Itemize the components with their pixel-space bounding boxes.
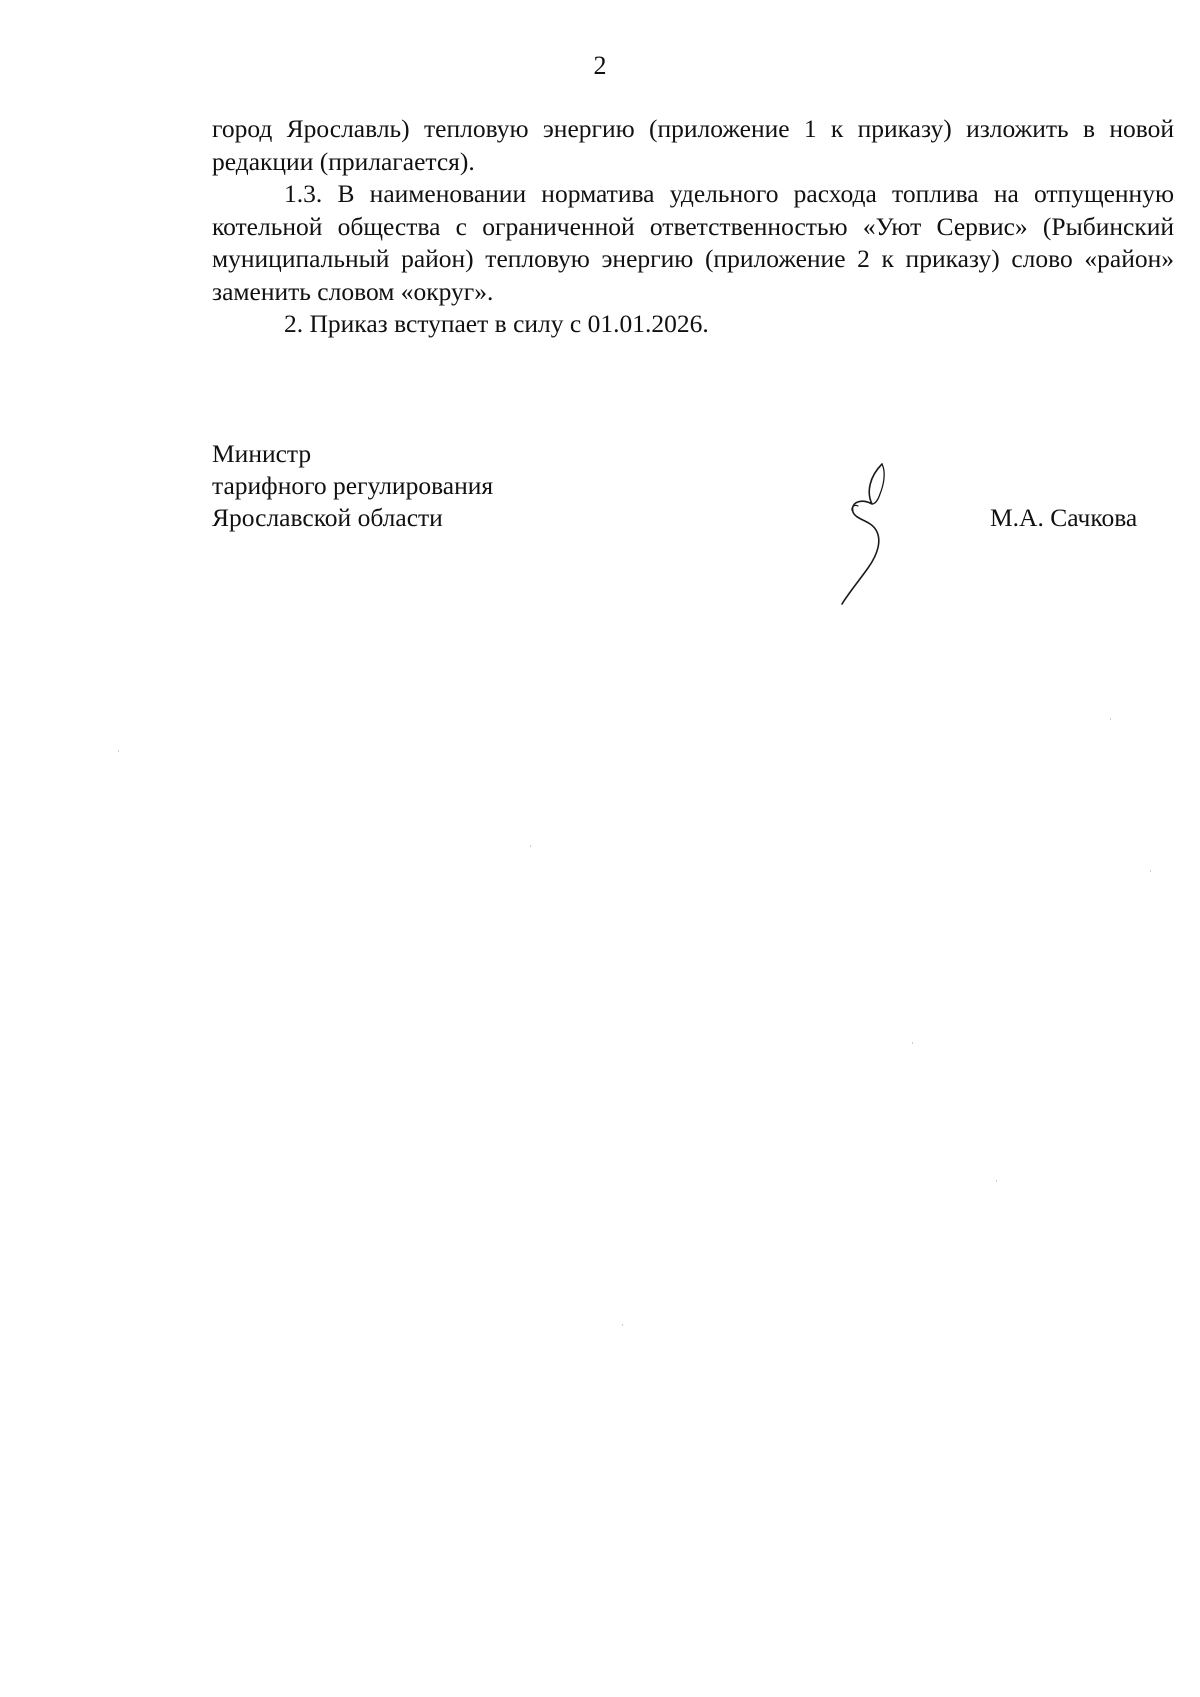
scan-speck (530, 845, 531, 847)
signer-name: М.А. Сачкова (990, 503, 1138, 532)
signer-title-line: Ярославской области (212, 503, 443, 532)
handwritten-signature-icon (820, 458, 920, 608)
scan-speck (912, 1042, 913, 1044)
paragraph-item-1-3: 1.3. В наименовании норматива удельного расхода топлива на отпущенную котельной общества с ограниченной ответственностью «Уют Сервис» (Рыбинский муниципальный район) тепловую энергию (приложение 2 к приказу) слово «район» заменить словом «округ». (212, 179, 1174, 306)
scan-speck (118, 750, 119, 752)
document-body (212, 113, 1174, 341)
signer-title (212, 438, 493, 534)
scan-speck (622, 1324, 623, 1326)
scan-speck (996, 1180, 997, 1182)
paragraph-continuation: город Ярославль) тепловую энергию (приложение 1 к приказу) изложить в новой редакции (прилагается). (212, 114, 1174, 176)
signer-title-line: тарифного регулирования (212, 471, 494, 500)
scan-speck (1150, 870, 1151, 872)
scan-speck (1110, 718, 1111, 720)
page-number: 2 (593, 51, 607, 80)
signer-title-line: Министр (212, 439, 312, 468)
paragraph-item-2: 2. Приказ вступает в силу с 01.01.2026. (284, 309, 709, 338)
